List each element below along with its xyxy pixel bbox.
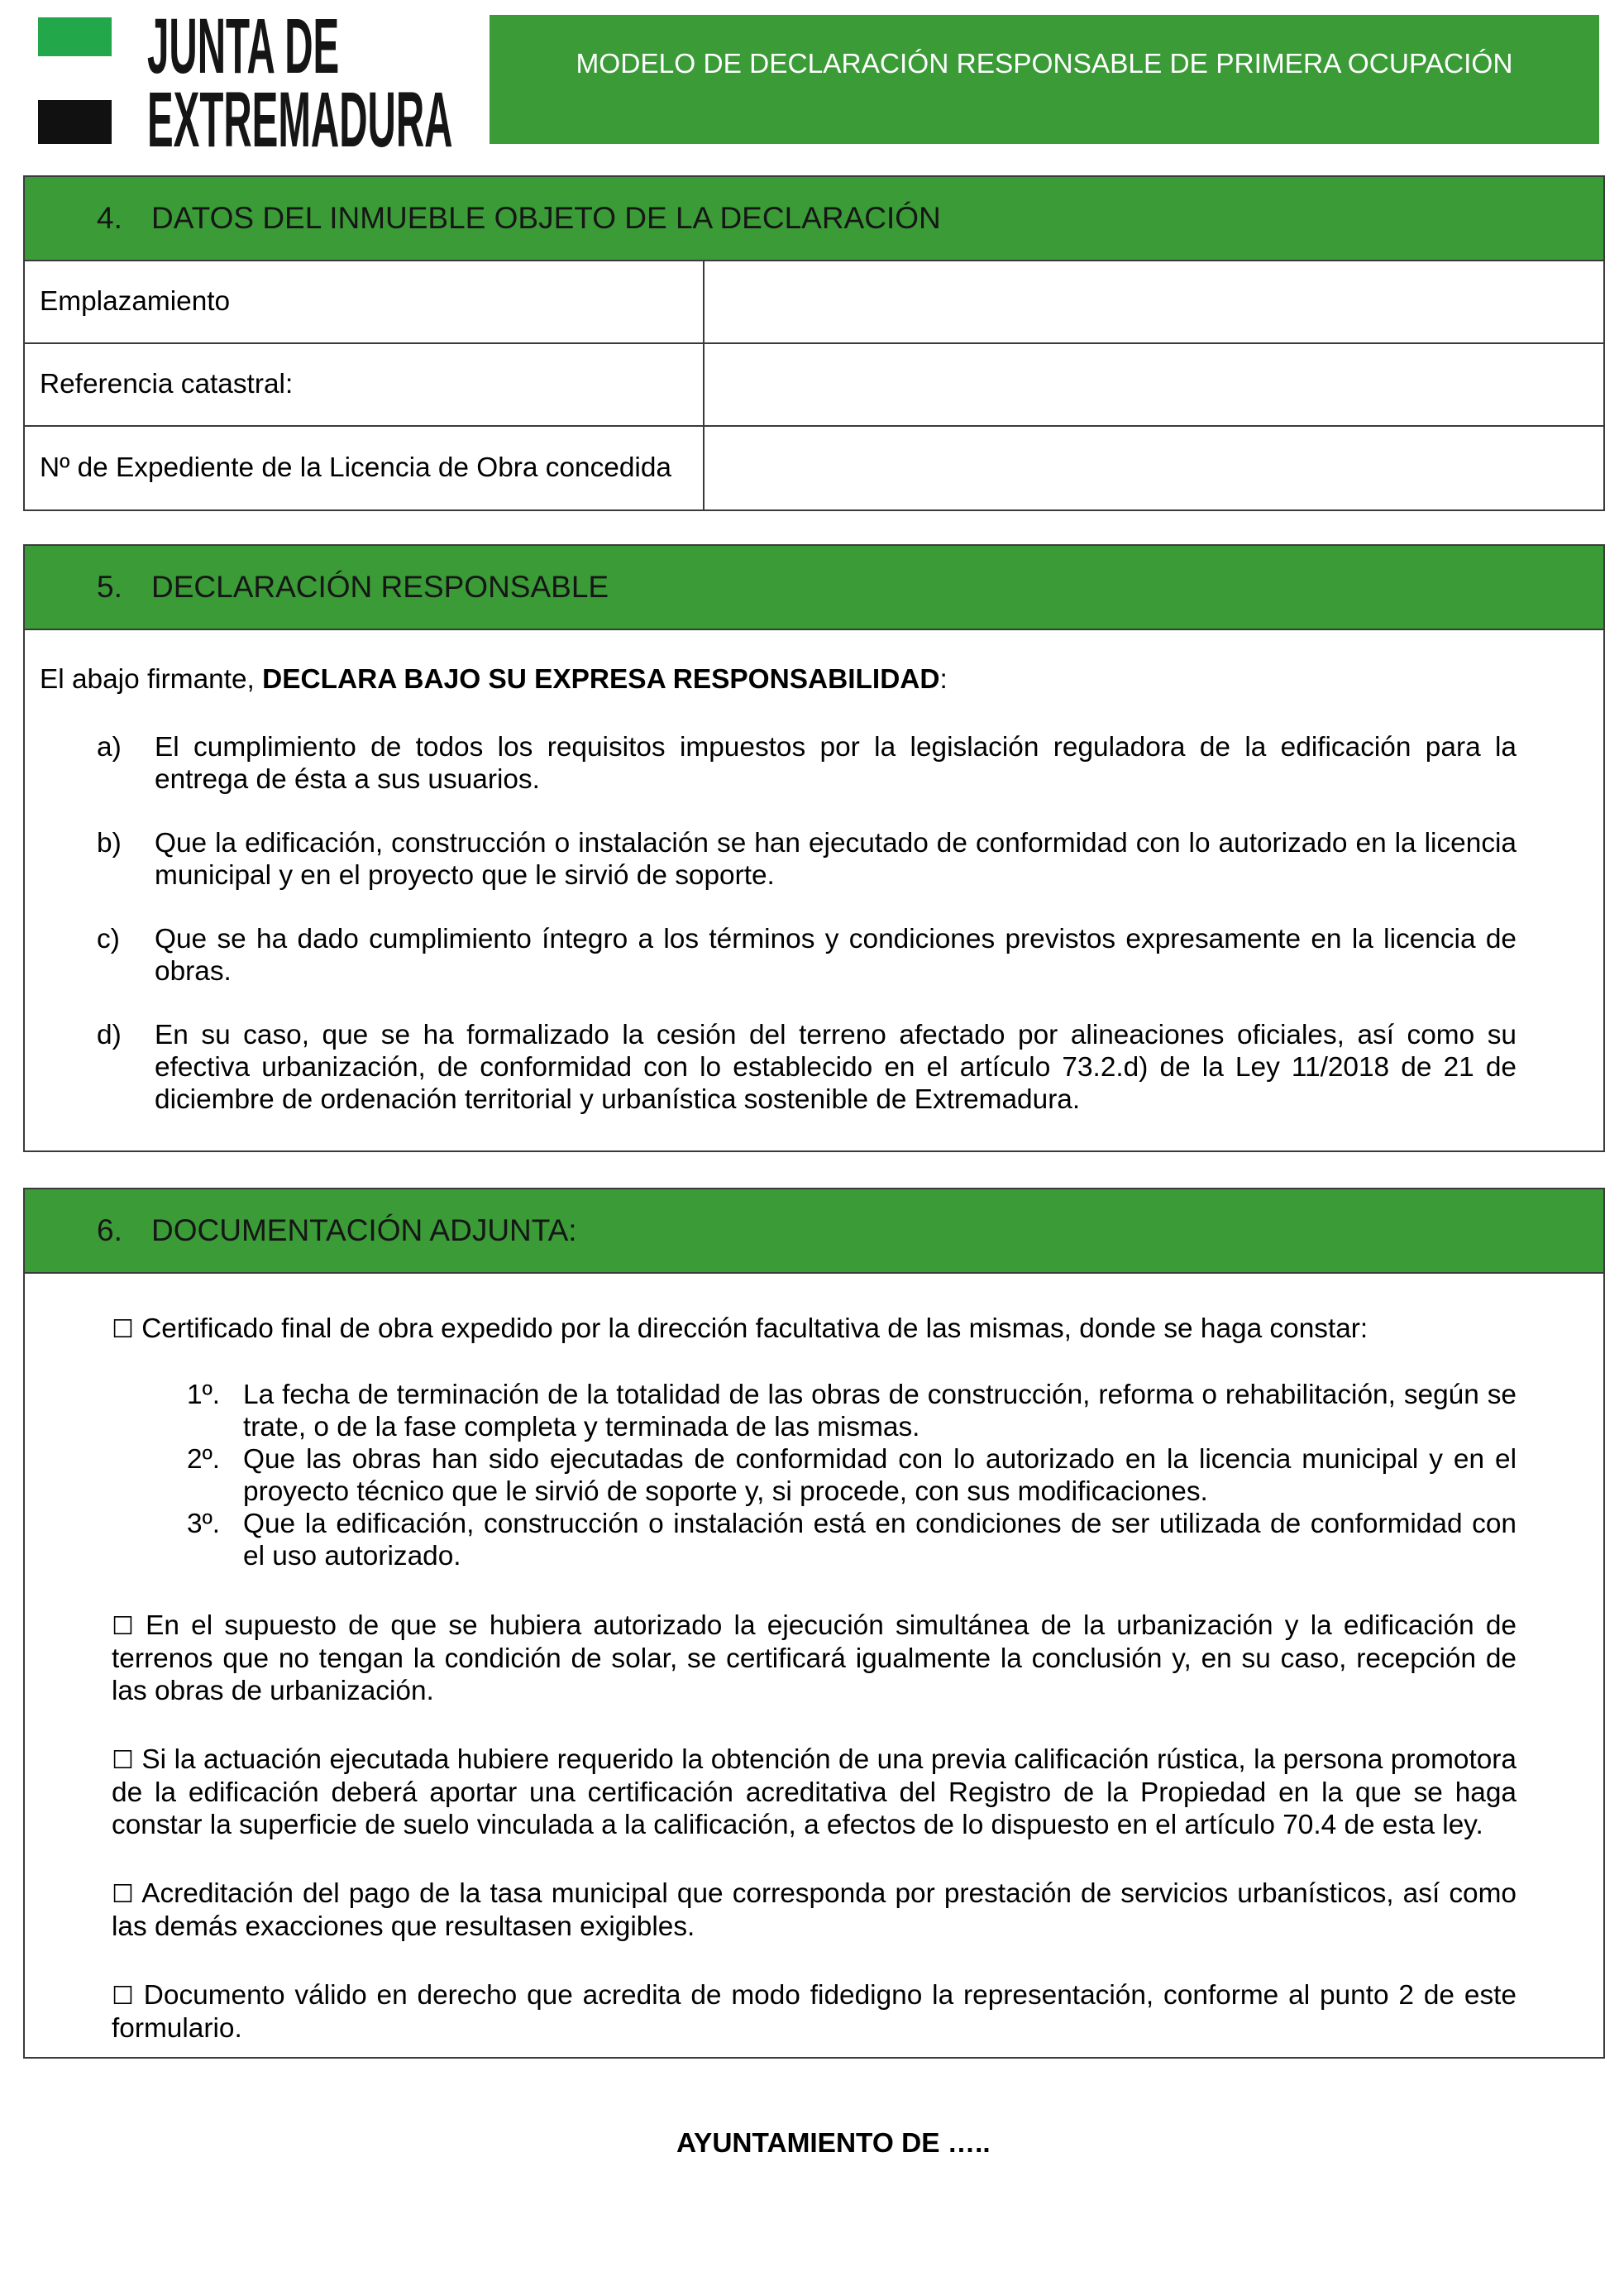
section-number: 5. xyxy=(97,570,122,604)
intro-colon: : xyxy=(939,664,948,695)
section-title: DATOS DEL INMUEBLE OBJETO DE LA DECLARACIÓN xyxy=(151,201,941,235)
intro-bold-text: DECLARA BAJO SU EXPRESA RESPONSABILIDAD xyxy=(262,664,940,695)
item-marker: d) xyxy=(97,1020,122,1050)
section-number: 6. xyxy=(97,1213,122,1247)
city-council-heading: AYUNTAMIENTO DE ….. xyxy=(676,2128,991,2159)
declaration-item-b xyxy=(25,827,1603,892)
section-property-data xyxy=(23,175,1605,511)
section-title: DECLARACIÓN RESPONSABLE xyxy=(151,570,609,604)
row-label: Nº de Expediente de la Licencia de Obra concedida xyxy=(25,427,705,509)
referencia-catastral-value-cell xyxy=(705,344,1603,425)
section-header xyxy=(25,546,1603,630)
logo-text-junta-de: JUNTA DE xyxy=(147,2,340,90)
section-body xyxy=(25,1274,1603,2045)
logo-black-block xyxy=(38,100,112,144)
document-text: Certificado final de obra expedido por la dirección facultativa de las mismas, donde se haga constar: xyxy=(141,1313,1368,1344)
declaration-item-a xyxy=(25,731,1603,796)
item-text: Que se ha dado cumplimiento íntegro a los términos y condiciones previstos expresamente en la licencia de obras. xyxy=(155,924,1517,987)
emplazamiento-value-cell xyxy=(705,261,1603,342)
certificate-points-list xyxy=(25,1379,1603,1572)
document-item-representation xyxy=(112,1979,1517,2045)
document-text: Documento válido en derecho que acredita de modo fidedigno la representación, conforme al punto 2 de este formulario. xyxy=(112,1979,1517,2044)
checkbox-icon: ☐ xyxy=(112,1745,134,1775)
form-title-banner xyxy=(490,15,1599,144)
section-body xyxy=(25,630,1603,1116)
logo-text-extremadura: EXTREMADURA xyxy=(147,76,453,164)
item-marker: a) xyxy=(97,732,122,763)
section-number: 4. xyxy=(97,201,122,235)
document-item-fee-payment xyxy=(112,1877,1517,1943)
document-item-urbanization xyxy=(112,1610,1517,1707)
table-row-expediente xyxy=(25,427,1603,509)
declaration-intro xyxy=(25,663,1603,696)
point-text: Que las obras han sido ejecutadas de conformidad con lo autorizado en la licencia municipal y en el proyecto técnico que le sirvió de soporte y, si procede, con sus modificaciones. xyxy=(243,1443,1517,1507)
certificate-point-3 xyxy=(25,1508,1603,1572)
section-responsible-declaration xyxy=(23,544,1605,1152)
section-attached-documentation xyxy=(23,1188,1605,2059)
declaration-item-c xyxy=(25,923,1603,988)
form-title: MODELO DE DECLARACIÓN RESPONSABLE DE PRIMERA OCUPACIÓN xyxy=(576,49,1513,79)
document-item-certificate xyxy=(112,1313,1517,1346)
row-label: Emplazamiento xyxy=(25,261,705,342)
item-marker: c) xyxy=(97,924,120,954)
logo-green-block xyxy=(38,17,112,56)
point-text: Que la edificación, construcción o instalación está en condiciones de ser utilizada de conformidad con el uso autorizado. xyxy=(243,1508,1517,1571)
item-text: En su caso, que se ha formalizado la cesión del terreno afectado por alineaciones oficiales, así como su efectiva urbanización, de conformidad con lo establecido en el artículo 73.2.d) de la Ley 11/2018 de 21 de diciembre de ordenación territorial y urbanística sostenible de Extremadura. xyxy=(155,1020,1517,1115)
point-marker: 1º. xyxy=(187,1379,221,1410)
certificate-point-2 xyxy=(25,1443,1603,1508)
table-row-referencia-catastral xyxy=(25,344,1603,427)
section-title: DOCUMENTACIÓN ADJUNTA: xyxy=(151,1213,577,1247)
item-marker: b) xyxy=(97,828,122,859)
item-text: Que la edificación, construcción o instalación se han ejecutado de conformidad con lo autorizado en la licencia municipal y en el proyecto que le sirvió de soporte. xyxy=(155,828,1517,891)
document-item-rustic-qualification xyxy=(112,1744,1517,1841)
checkbox-icon: ☐ xyxy=(112,1315,134,1344)
expediente-value-cell xyxy=(705,427,1603,509)
document-text: Acreditación del pago de la tasa municipal que corresponda por prestación de servicios urbanísticos, así como las demás exacciones que resultasen exigibles. xyxy=(112,1877,1517,1942)
certificate-point-1 xyxy=(25,1379,1603,1443)
checkbox-icon: ☐ xyxy=(112,1879,134,1909)
row-label: Referencia catastral: xyxy=(25,344,705,425)
intro-text: El abajo firmante, xyxy=(40,664,263,695)
table-row-emplazamiento xyxy=(25,261,1603,344)
point-marker: 2º. xyxy=(187,1443,221,1475)
section-header xyxy=(25,177,1603,261)
item-text: El cumplimiento de todos los requisitos impuestos por la legislación reguladora de la edificación para la entrega de ésta a sus usuarios. xyxy=(155,732,1517,795)
document-text: Si la actuación ejecutada hubiere requerido la obtención de una previa calificación rústica, la persona promotora de la edificación deberá aportar una certificación acreditativa del Registro de la Propiedad en la que se haga constar la superficie de suelo vinculada a la calificación, a efectos de lo dispuesto en el artículo 70.4 de esta ley. xyxy=(112,1744,1517,1840)
point-marker: 3º. xyxy=(187,1508,221,1539)
declaration-item-d xyxy=(25,1019,1603,1116)
checkbox-icon: ☐ xyxy=(112,1611,134,1641)
checkbox-icon: ☐ xyxy=(112,1981,134,2011)
section-header xyxy=(25,1189,1603,1274)
document-text: En el supuesto de que se hubiera autorizado la ejecución simultánea de la urbanización y la edificación de terrenos que no tengan la condición de solar, se certificará igualmente la conclusión y, en su caso, recepción de las obras de urbanización. xyxy=(112,1610,1517,1706)
point-text: La fecha de terminación de la totalidad de las obras de construcción, reforma o rehabilitación, según se trate, o de la fase completa y terminada de las mismas. xyxy=(243,1379,1517,1442)
